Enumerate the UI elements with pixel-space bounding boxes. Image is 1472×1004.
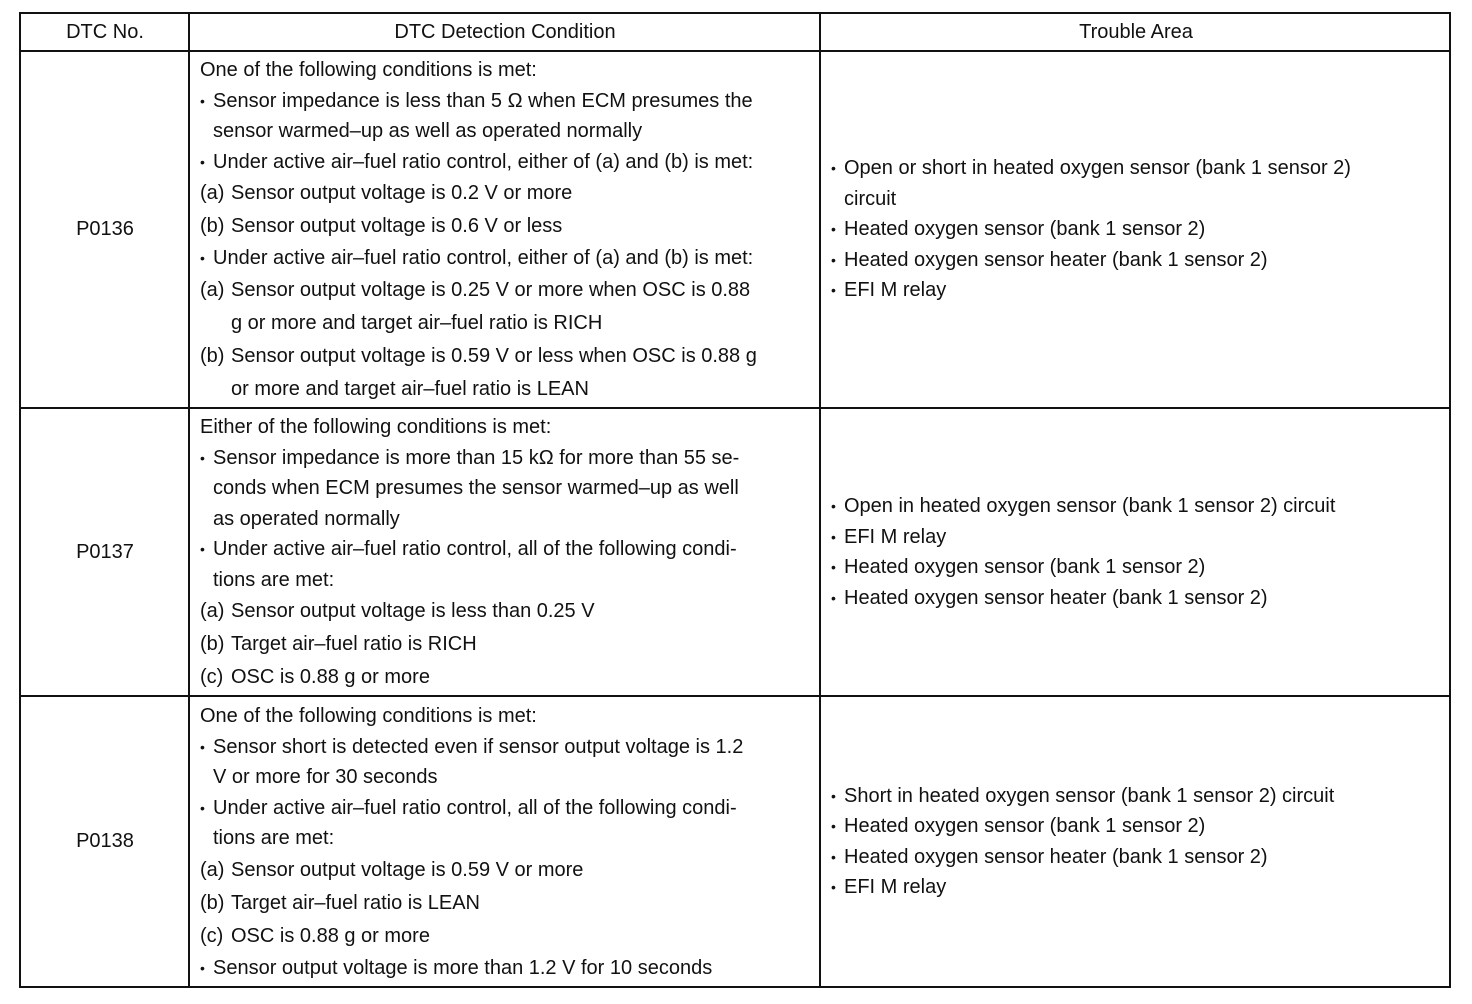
condition-subitem: (a) Sensor output voltage is 0.2 V or more bbox=[200, 182, 573, 204]
condition-subitem: (c) OSC is 0.88 g or more bbox=[200, 666, 430, 688]
trouble-item: • Heated oxygen sensor (bank 1 sensor 2) bbox=[831, 811, 1451, 842]
condition-intro: One of the following conditions is met: bbox=[200, 705, 537, 727]
bullet-icon: • bbox=[831, 160, 836, 177]
trouble-item: • Open in heated oxygen sensor (bank 1 sensor 2) circuit bbox=[831, 491, 1451, 522]
trouble-area bbox=[821, 52, 1451, 407]
condition-subitem: (c) OSC is 0.88 g or more bbox=[200, 924, 430, 947]
bullet-icon: • bbox=[200, 250, 205, 266]
condition-bullet: • Under active air–fuel ratio control, all of the following condi- bbox=[200, 793, 820, 824]
trouble-area bbox=[821, 697, 1451, 986]
condition-text: tions are met: bbox=[213, 827, 335, 849]
trouble-item: • EFI M relay bbox=[831, 522, 1451, 553]
condition-bullet: • Under active air–fuel ratio control, all of the following condi- bbox=[200, 534, 820, 565]
condition-bullet: • Sensor impedance is less than 5 Ω when ECM presumes the bbox=[200, 86, 820, 117]
condition-bullet: • Sensor output voltage is more than 1.2 V for 10 seconds bbox=[200, 953, 820, 984]
condition-text: sensor warmed–up as well as operated normally bbox=[213, 120, 643, 142]
bullet-icon: • bbox=[200, 541, 205, 557]
bullet-icon: • bbox=[831, 589, 836, 606]
dtc-table bbox=[19, 12, 1451, 988]
bullet-icon: • bbox=[200, 738, 205, 755]
header-dtc-no: DTC No. bbox=[66, 21, 144, 43]
detection-condition bbox=[190, 701, 820, 986]
condition-intro: One of the following conditions is met: bbox=[200, 59, 537, 81]
bullet-icon: • bbox=[831, 879, 836, 895]
detection-condition bbox=[190, 55, 820, 407]
trouble-item: • Heated oxygen sensor (bank 1 sensor 2) bbox=[831, 552, 1451, 583]
dtc-code: P0137 bbox=[76, 540, 134, 563]
trouble-item: • Short in heated oxygen sensor (bank 1 sensor 2) circuit bbox=[831, 781, 1451, 812]
condition-bullet: • Sensor short is detected even if sensor output voltage is 1.2 bbox=[200, 732, 820, 763]
condition-subitem: (a) Sensor output voltage is 0.25 V or more when OSC is 0.88 bbox=[200, 278, 751, 301]
bullet-icon: • bbox=[831, 848, 836, 865]
condition-subitem: (a) Sensor output voltage is less than 0.25 V bbox=[200, 600, 595, 622]
condition-text: tions are met: bbox=[213, 568, 335, 591]
condition-intro: Either of the following conditions is met: bbox=[200, 416, 552, 438]
bullet-icon: • bbox=[831, 251, 836, 268]
header-trouble-area: Trouble Area bbox=[1079, 21, 1193, 43]
bullet-icon: • bbox=[831, 818, 836, 834]
condition-bullet: • Sensor impedance is more than 15 kΩ for more than 55 se- bbox=[200, 443, 820, 474]
condition-text: g or more and target air–fuel ratio is RICH bbox=[231, 311, 603, 334]
bullet-icon: • bbox=[831, 787, 836, 804]
condition-subitem: (b) Sensor output voltage is 0.6 V or less bbox=[200, 215, 563, 237]
bullet-icon: • bbox=[831, 221, 836, 238]
trouble-item: • Heated oxygen sensor heater (bank 1 sensor 2) bbox=[831, 842, 1451, 873]
bullet-icon: • bbox=[200, 449, 205, 466]
bullet-icon: • bbox=[200, 959, 205, 976]
bullet-icon: • bbox=[831, 559, 836, 575]
condition-text: or more and target air–fuel ratio is LEAN bbox=[231, 377, 589, 400]
bullet-icon: • bbox=[831, 282, 836, 299]
trouble-item: • EFI M relay bbox=[831, 872, 1451, 903]
condition-subitem: (b) Sensor output voltage is 0.59 V or less when OSC is 0.88 g bbox=[200, 344, 757, 367]
condition-text: conds when ECM presumes the sensor warmed–up as well bbox=[213, 477, 739, 499]
trouble-item: • Heated oxygen sensor heater (bank 1 sensor 2) bbox=[831, 245, 1451, 276]
detection-condition bbox=[190, 412, 820, 695]
trouble-item-cont: circuit bbox=[844, 187, 897, 210]
condition-text: V or more for 30 seconds bbox=[213, 766, 438, 788]
dtc-code: P0136 bbox=[76, 218, 134, 240]
condition-subitem: (b) Target air–fuel ratio is RICH bbox=[200, 633, 477, 655]
bullet-icon: • bbox=[831, 528, 836, 545]
trouble-item: • Heated oxygen sensor heater (bank 1 sensor 2) bbox=[831, 583, 1451, 614]
dtc-code: P0138 bbox=[76, 830, 134, 852]
bullet-icon: • bbox=[200, 92, 205, 109]
condition-text: as operated normally bbox=[213, 507, 400, 530]
condition-subitem: (a) Sensor output voltage is 0.59 V or more bbox=[200, 858, 584, 881]
bullet-icon: • bbox=[200, 153, 205, 170]
condition-subitem: (b) Target air–fuel ratio is LEAN bbox=[200, 891, 481, 914]
trouble-area bbox=[821, 409, 1451, 695]
bullet-icon: • bbox=[200, 799, 205, 816]
condition-bullet: • Under active air–fuel ratio control, either of (a) and (b) is met: bbox=[200, 243, 820, 274]
bullet-icon: • bbox=[831, 498, 836, 514]
trouble-item: • Open or short in heated oxygen sensor (bank 1 sensor 2) bbox=[831, 153, 1451, 184]
condition-bullet: • Under active air–fuel ratio control, either of (a) and (b) is met: bbox=[200, 147, 820, 178]
header-detection-condition: DTC Detection Condition bbox=[394, 21, 616, 43]
trouble-item: • Heated oxygen sensor (bank 1 sensor 2) bbox=[831, 214, 1451, 245]
trouble-item: • EFI M relay bbox=[831, 275, 1451, 306]
